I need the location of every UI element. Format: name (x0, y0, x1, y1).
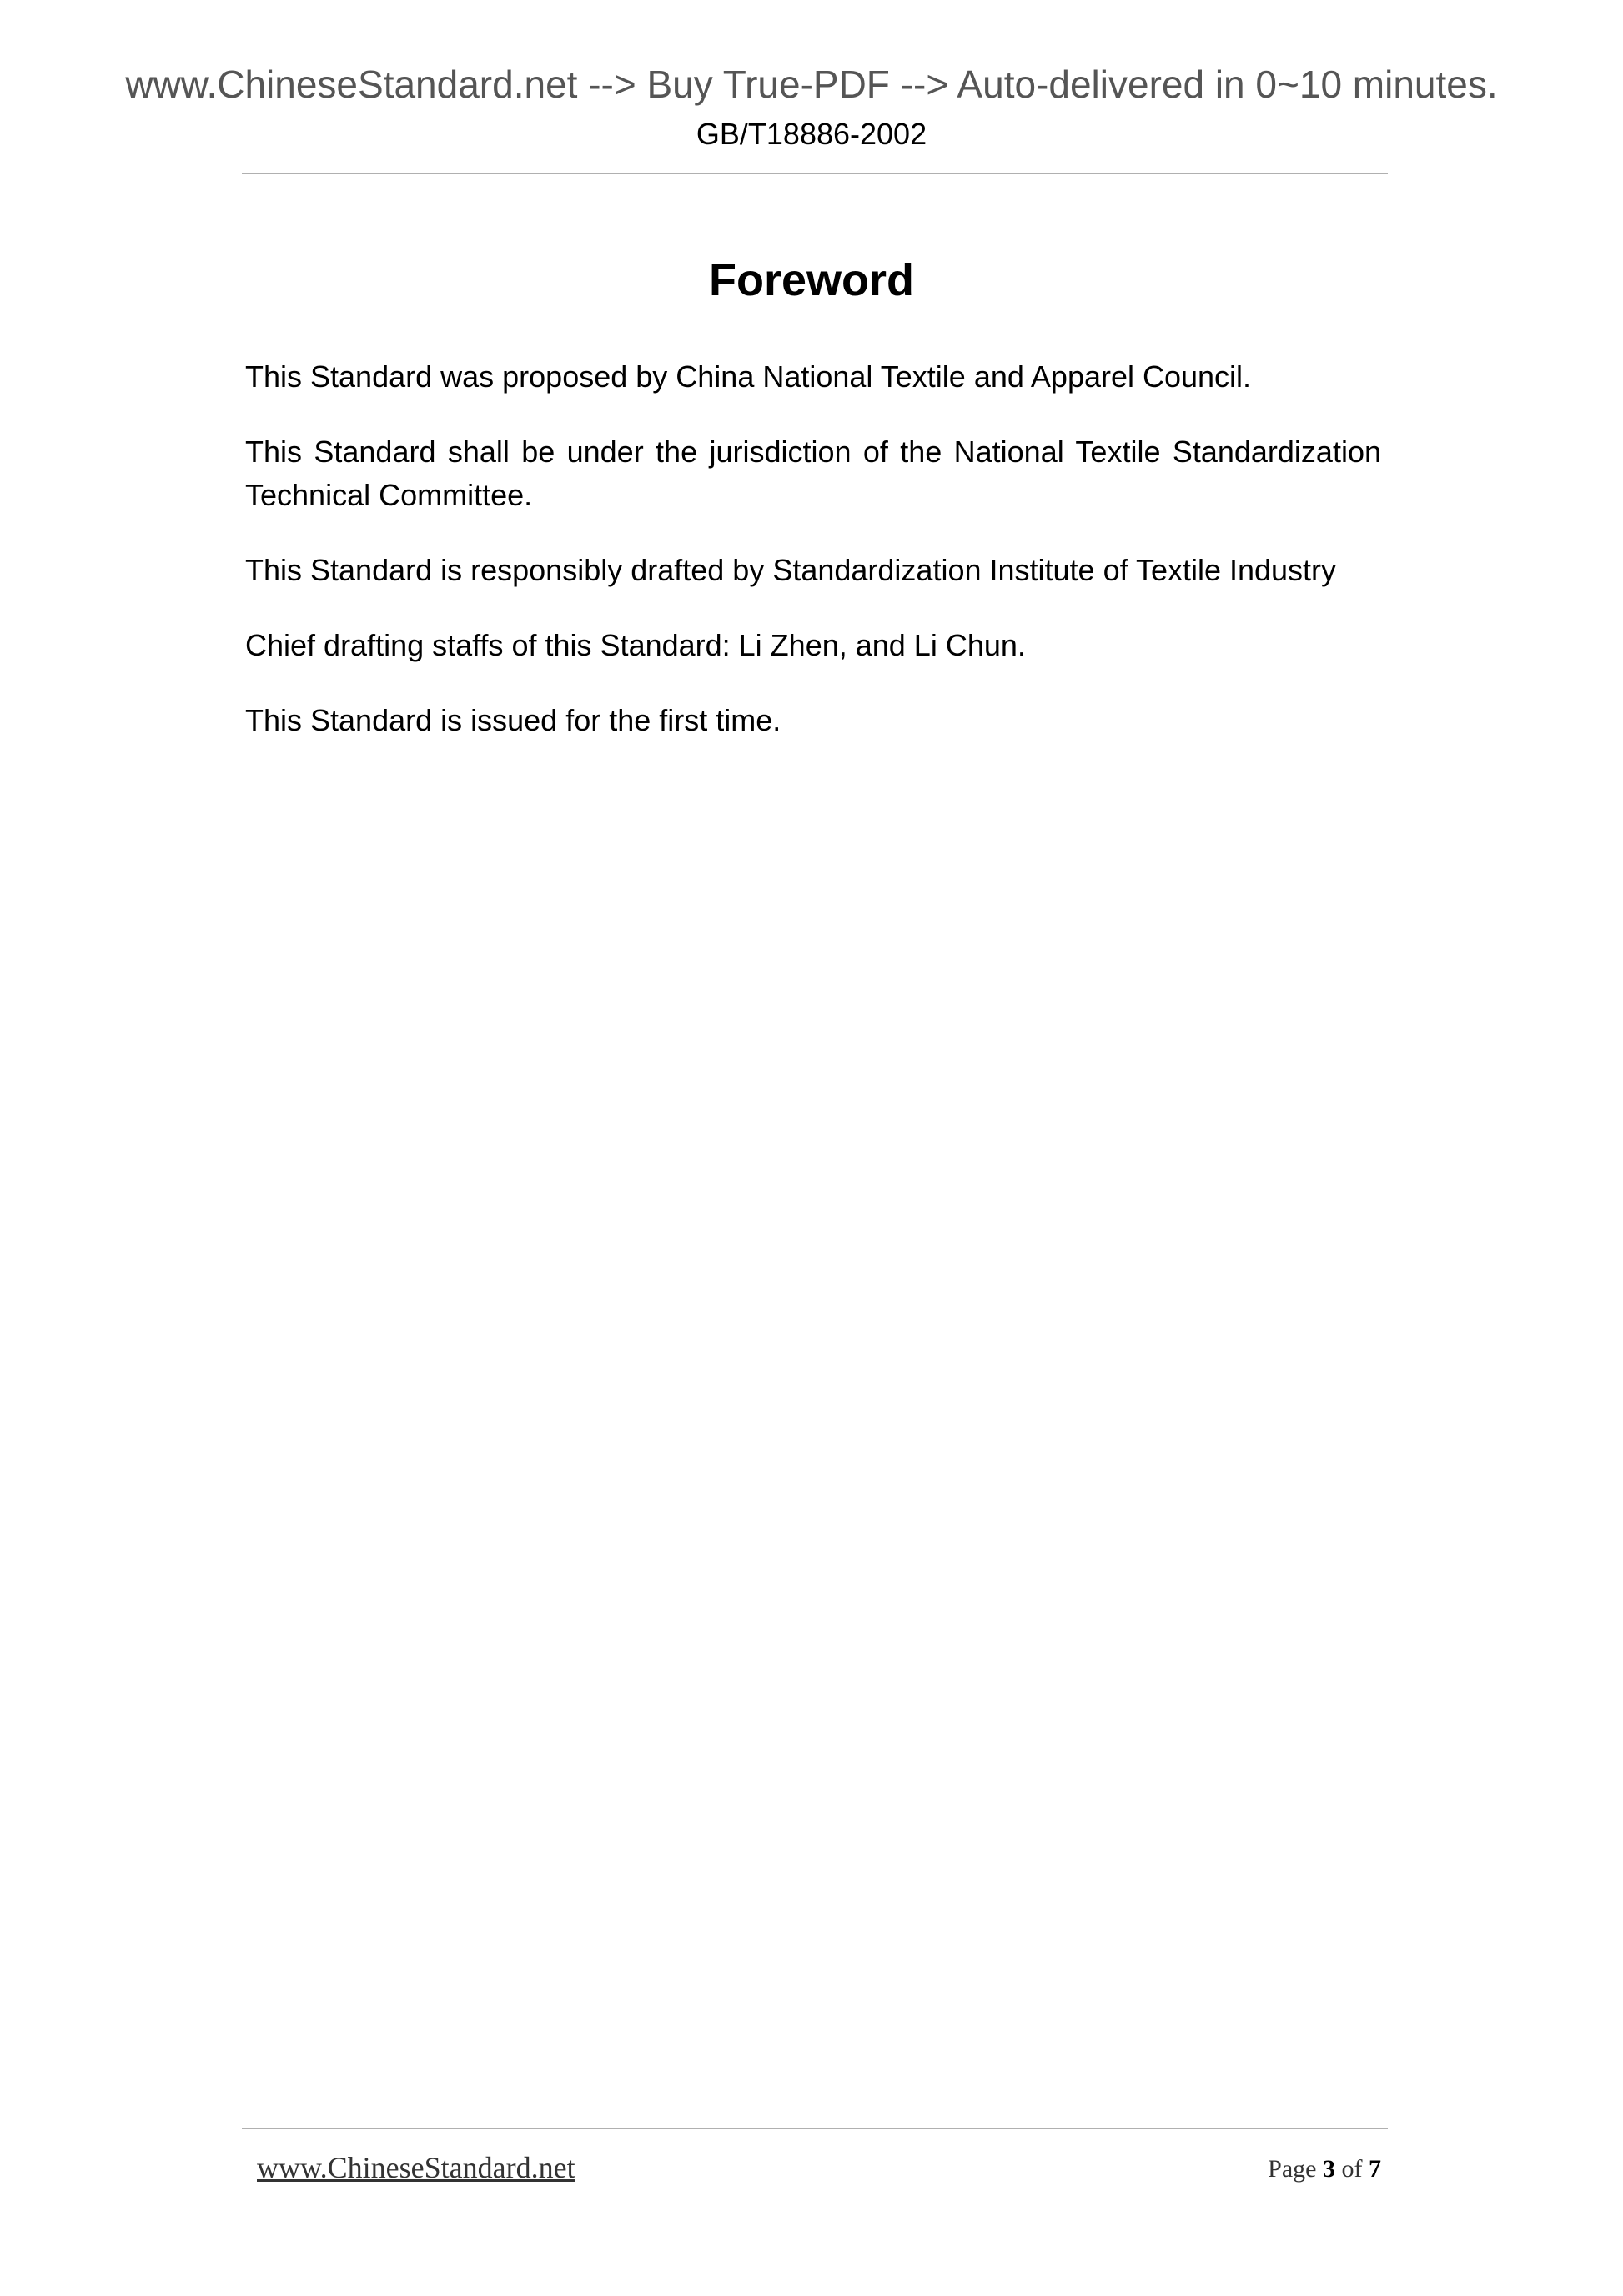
paragraph-proposed-by: This Standard was proposed by China National Textile and Apparel Council. (245, 359, 1252, 394)
document-code: GB/T18886-2002 (696, 117, 927, 151)
paragraph-jurisdiction: This Standard shall be under the jurisdiction of the National Textile Standardization Technical Committee. (245, 435, 1381, 512)
page-label: Page (1268, 2155, 1317, 2183)
foreword-body (245, 355, 1381, 774)
header-banner: www.ChineseStandard.net --> Buy True-PDF --> Auto-delivered in 0~10 minutes. (125, 63, 1498, 106)
paragraph-drafted-by: This Standard is responsibly drafted by Standardization Institute of Textile Industry (245, 553, 1337, 587)
page-total: 7 (1369, 2155, 1381, 2183)
footer-divider (242, 2128, 1388, 2129)
paragraph-drafting-staff: Chief drafting staffs of this Standard: Li Zhen, and Li Chun. (245, 628, 1026, 662)
page-number (1268, 2155, 1381, 2183)
header-divider (242, 173, 1388, 174)
page-of-label: of (1341, 2155, 1363, 2183)
page-current: 3 (1323, 2155, 1335, 2183)
footer-website-link[interactable]: www.ChineseStandard.net (257, 2151, 575, 2184)
paragraph-first-issue: This Standard is issued for the first time. (245, 703, 781, 737)
page-title: Foreword (708, 255, 914, 305)
